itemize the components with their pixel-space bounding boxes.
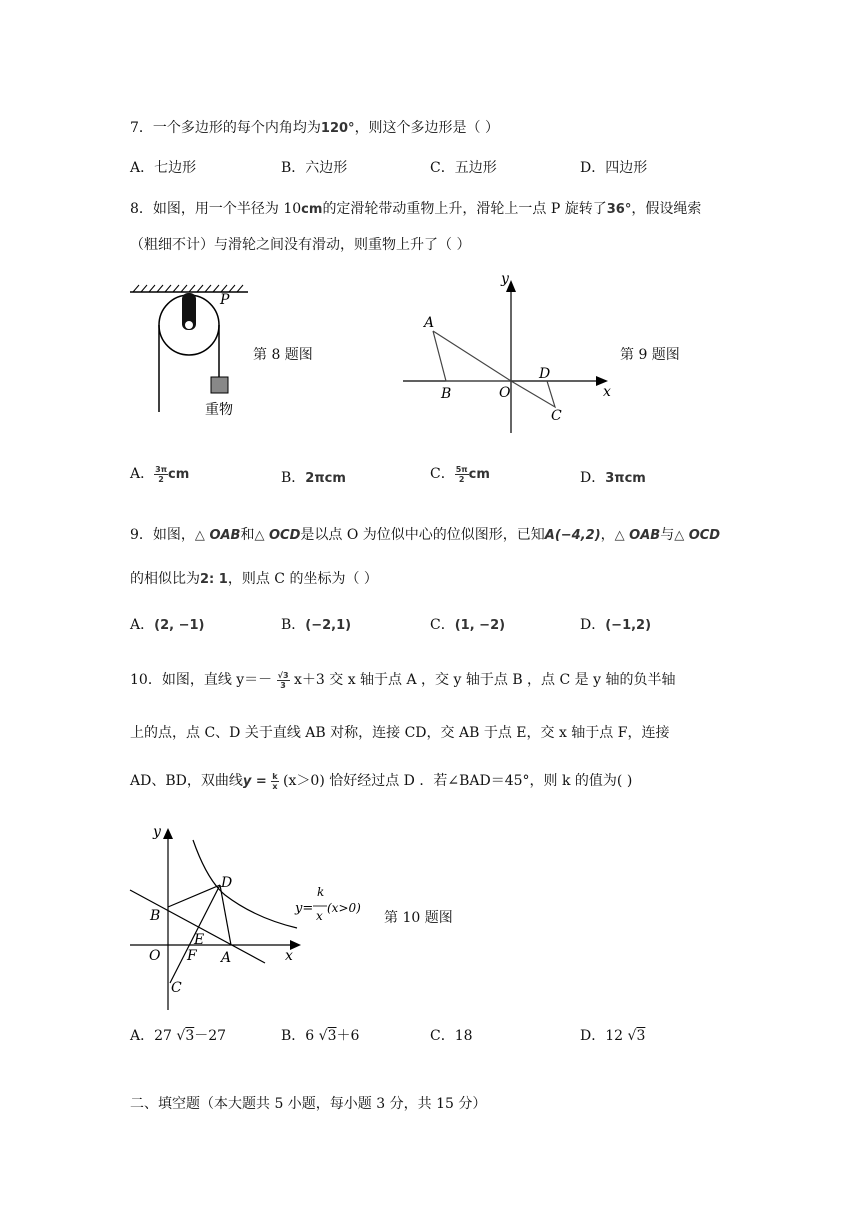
fraction: $\frac{√3}{3}$ (277, 670, 289, 690)
fig8-caption: 第 8 题图 (253, 347, 313, 363)
origin-label: O (499, 385, 511, 401)
q9-option-c: C．(1, −2) (430, 617, 506, 633)
q9-option-b: B．(−2,1) (281, 617, 352, 633)
point-p-label: P (220, 292, 230, 308)
weight-block (211, 377, 228, 393)
q8-option-a: A． $\frac{3\pi}{2}$ cm (130, 464, 190, 484)
q8-stem-line2: （粗细不计）与滑轮之间没有滑动，则重物上升了（ ） (130, 237, 471, 253)
section-2-heading: 二、填空题（本大题共 5 小题，每小题 3 分，共 15 分） (130, 1096, 487, 1112)
pulley-figure (125, 282, 255, 417)
triangle-ocd (511, 381, 555, 407)
fraction: $\frac{k}{x}$ (272, 771, 278, 791)
point-b-label: B (441, 386, 452, 402)
y-label: y (501, 271, 509, 287)
point-d-label: D (221, 875, 233, 891)
q10-option-b: B．6 √3＋6 (281, 1028, 360, 1044)
q7-stem: 7．一个多边形的每个内角均为120°，则这个多边形是（ ） (130, 120, 500, 136)
point-f-label: F (187, 948, 197, 964)
triangle-oab (433, 331, 511, 381)
origin-label: O (149, 948, 161, 964)
q7-option-c: C．五边形 (430, 160, 497, 176)
q9-option-d: D．(−1,2) (580, 617, 652, 633)
hyperbola (193, 840, 297, 928)
q8-option-b: B．2πcm (281, 470, 346, 486)
curve-eq-cond: (x>0) (327, 901, 361, 915)
fraction: $\frac{5\pi}{2}$ (455, 464, 468, 484)
weight-label: 重物 (205, 402, 233, 417)
fig10-caption: 第 10 题图 (384, 910, 453, 926)
q8-option-d: D．3πcm (580, 470, 646, 486)
q9-stem-line2: 的相似比为2: 1，则点 C 的坐标为（ ） (130, 571, 378, 587)
q7-option-d: D．四边形 (580, 160, 648, 176)
q10-stem-line2: 上的点，点 C、D 关于直线 AB 对称，连接 CD，交 AB 于点 E，交 x 轴于点 F，连接 (130, 725, 670, 741)
y-arrow (163, 828, 173, 839)
pulley-axle (185, 321, 193, 329)
q8-option-c: C． $\frac{5\pi}{2}$ cm (430, 464, 490, 484)
q7-option-b: B．六边形 (281, 160, 348, 176)
q10-option-a: A．27 √3－27 (130, 1028, 227, 1044)
point-b-label: B (150, 908, 161, 924)
point-d-label: D (539, 366, 551, 382)
q7-option-a: A．七边形 (130, 160, 197, 176)
q10-option-d: D．12 √3 (580, 1028, 646, 1044)
q8-stem-line1: 8．如图，用一个半径为 10cm的定滑轮带动重物上升，滑轮上一点 P 旋转了36°，假设绳索 (130, 201, 702, 217)
y-label: y (153, 824, 161, 840)
q9-stem-line1: 9．如图，△ OAB和△ OCD是以点 O 为位似中心的位似图形，已知A(−4,2)，△ OAB与△ OCD (130, 527, 721, 543)
curve-eq-den: x (316, 909, 323, 923)
q10-stem-line1: 10．如图，直线 y＝－ $\frac{√3}{3}$ x＋3 交 x 轴于点 A ，交 y 轴于点 B ，点 C 是 y 轴的负半轴 (130, 670, 676, 690)
x-label: x (603, 384, 611, 400)
point-e-label: E (194, 932, 205, 948)
fraction: $\frac{3\pi}{2}$ (155, 464, 168, 484)
segment-bd (168, 885, 220, 907)
point-c-label: C (171, 980, 182, 996)
curve-eq-label: y= (295, 901, 314, 916)
segment-ad (220, 885, 231, 945)
point-a-label: A (424, 315, 435, 331)
fig10-coordinate (125, 820, 375, 1020)
fig9-coordinate (398, 270, 618, 435)
fig9-caption: 第 9 题图 (620, 347, 680, 363)
x-label: x (285, 948, 293, 964)
point-c-label: C (551, 408, 562, 424)
ceiling-hatch (133, 285, 243, 292)
q10-option-c: C．18 (430, 1028, 473, 1044)
q10-stem-line3: AD、BD，双曲线y = $\frac{k}{x}$ (x＞0) 恰好经过点 D ．若∠BAD＝45°，则 k 的值为( ) (130, 771, 633, 791)
curve-eq-num: k (317, 885, 325, 899)
q9-option-a: A．(2, −1) (130, 617, 205, 633)
point-a-label: A (221, 950, 232, 966)
